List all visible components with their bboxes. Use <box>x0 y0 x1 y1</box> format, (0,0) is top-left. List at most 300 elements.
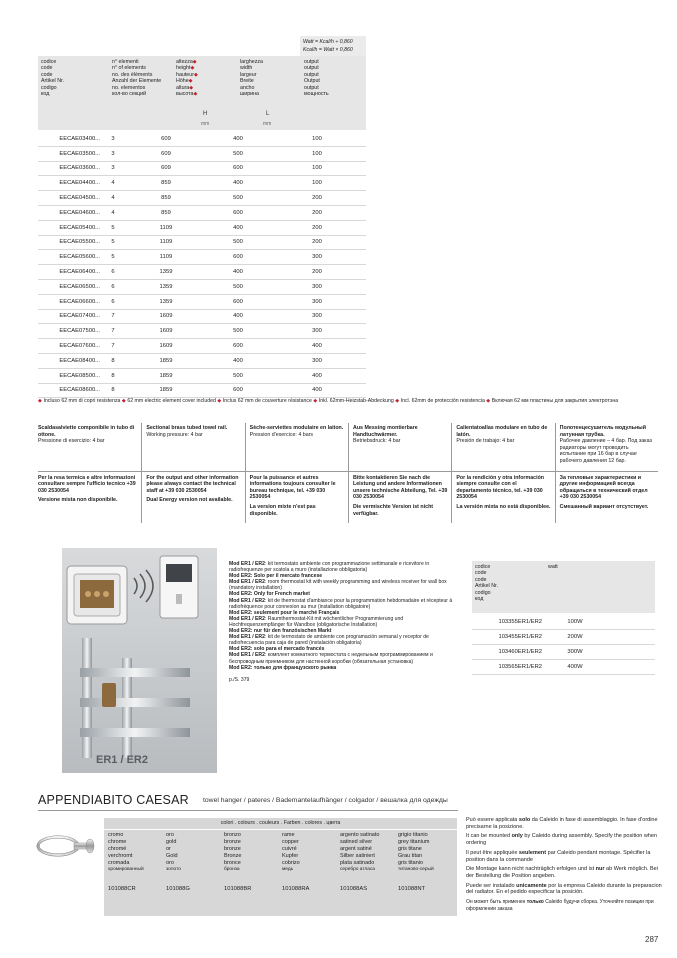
mod-label: Mod ER1 / ER2 <box>229 652 265 659</box>
diamond-icon: ◆ <box>486 398 491 404</box>
color-name: титаново-серый <box>398 866 434 872</box>
cell-h: 1609 <box>159 328 173 335</box>
formula-line-1: Watt = Kcal/h ÷ 0,860 <box>303 39 353 45</box>
language-cell-text: Рабочее давление – 4 бар. Под заказ радиаторы могут проводить испытание при 16 бар в случае рабочего давления 12 бар. <box>559 438 652 464</box>
er-header-code-it: codice <box>475 564 491 570</box>
cell-n: 6 <box>111 269 115 276</box>
color-name: grey titanium <box>398 838 430 845</box>
cell-l: 400 <box>233 135 243 142</box>
header-width-es: ancho <box>240 84 255 91</box>
note-emphasis: seulement <box>518 849 547 856</box>
language-cell-bold: Pour la puissance et autres informations toujours consulter le bureau technique, tel. +39 030 2530054 <box>249 474 336 501</box>
cell-w: 200 <box>312 239 322 246</box>
header-width-fr: largeur <box>240 71 257 78</box>
cell-l: 400 <box>233 313 243 320</box>
color-column <box>398 830 456 916</box>
cell-n: 4 <box>111 195 115 202</box>
cell-w: 300 <box>312 328 322 335</box>
thermostat-illustration <box>62 548 217 773</box>
language-cell-text: Working pressure: 4 bar <box>146 431 203 438</box>
cell-w: 100 <box>312 165 322 172</box>
er-header-code-de: Artikel Nr. <box>475 583 498 590</box>
cell-w: 300 <box>312 357 322 364</box>
color-name: бронза <box>224 866 240 872</box>
color-column <box>166 830 224 916</box>
cell-h: 1609 <box>159 313 173 320</box>
note-text: by Caleido during assembly. Specify the position when ordering <box>466 833 657 847</box>
language-cell <box>451 471 554 524</box>
cell-l: 500 <box>233 283 243 290</box>
width-symbol: L <box>266 111 270 117</box>
mod-market-note: Mod ER2: solo para el mercado francés <box>229 646 325 653</box>
cell-n: 5 <box>111 239 115 246</box>
language-cell-bold: Scaldasalviette componibile in tubo di ottone. <box>38 425 135 438</box>
table-row <box>38 354 366 369</box>
cell-l: 600 <box>233 298 243 305</box>
er-header-code-es: codigo <box>475 589 491 596</box>
color-name: Gold <box>166 852 178 859</box>
cell-code: EECAE04400... <box>59 180 100 187</box>
cell-l: 600 <box>233 165 243 172</box>
note-emphasis: nur <box>595 866 605 873</box>
language-cell <box>245 423 348 471</box>
cell-w: 300 <box>312 254 322 261</box>
diamond-icon: ◆ <box>38 398 42 404</box>
cell-w: 100 <box>312 135 322 142</box>
diamond-icon: ◆ <box>193 71 198 78</box>
er-cell-code: 103565ER1/ER2 <box>498 664 542 670</box>
header-code-en: code <box>41 65 53 72</box>
er-cell-code: 103455ER1/ER2 <box>498 634 542 640</box>
cell-l: 500 <box>233 328 243 335</box>
product-photo <box>62 548 217 773</box>
cell-h: 609 <box>161 135 171 142</box>
note-paragraph <box>466 833 666 846</box>
inclusion-en: 62 mm electric element cover included <box>127 398 216 404</box>
color-name: plata satinado <box>340 859 375 866</box>
note-text: da Caleido in fase di assemblaggio. In fase d'ordine precisarne la posizione. <box>466 817 658 830</box>
thermostat-description <box>229 561 459 683</box>
cell-h: 859 <box>161 180 171 187</box>
er-cell-watt: 100W <box>567 619 583 625</box>
header-height-it: altezza <box>176 59 193 65</box>
cell-h: 1109 <box>159 224 173 231</box>
cell-code: EECAE07600... <box>59 343 100 350</box>
color-column <box>108 830 166 916</box>
language-cell-text: Смешанный вариант отсутствует. <box>559 503 649 510</box>
cell-n: 5 <box>111 254 115 261</box>
note-text: por la empresa Caleido durante la preparacion del radiator. En el pedido especificar la posición. <box>466 882 662 896</box>
color-name: медь <box>282 866 294 872</box>
cell-code: EECAE06600... <box>59 298 100 305</box>
er-cell-watt: 200W <box>567 634 583 640</box>
note-paragraph <box>466 850 666 863</box>
cell-code: EECAE07500... <box>59 328 100 335</box>
color-name: bronze <box>224 845 241 852</box>
language-cell-bold: Aus Messing montierbare Handtuchwärmer. <box>353 425 418 438</box>
language-cell-text: La versión mixta no está disponiblee. <box>456 503 551 510</box>
header-elements-ru: кол-во секций <box>112 91 147 98</box>
mod-paragraph <box>229 634 459 652</box>
header-code-it: codice <box>41 59 57 65</box>
header-width-ru: ширина <box>240 91 259 98</box>
language-cell-text: La version mixte n'est pas disponible. <box>249 503 316 517</box>
section-subtitle: towel hanger / pateres / Bademantelaufhänger / colgador / вешалка для одежды <box>203 797 448 804</box>
cell-h: 1359 <box>159 269 173 276</box>
mod-label: Mod ER1 / ER2 <box>229 615 265 622</box>
color-code: 101088G <box>166 886 190 893</box>
cell-code: EECAE03500... <box>59 150 100 157</box>
mod-text: : kit de thermostat d'ambiance pour la programmation hebdomadaire et récepteur à radiofréquence pour connexion au mur (installation obligatoire) <box>229 597 453 610</box>
language-grid <box>38 423 658 523</box>
cell-l: 400 <box>233 224 243 231</box>
header-code-es: codigo <box>41 84 57 91</box>
cell-h: 859 <box>161 195 171 202</box>
cell-w: 400 <box>312 387 322 394</box>
note-text: Il peut être appliquée <box>466 849 519 856</box>
cell-code: EECAE08600... <box>59 387 100 394</box>
er-header-code-fr: code <box>475 576 487 583</box>
language-cell-bold: Sèche-serviettes modulaire en laiton. <box>249 425 344 431</box>
color-name: chrome <box>108 838 127 845</box>
cell-w: 400 <box>312 372 322 379</box>
mod-label: Mod ER1 / ER2 <box>229 597 265 604</box>
cell-l: 400 <box>233 357 243 364</box>
note-text: Caleido будучи сборка. Уточняйте позиции при оформлении заказа <box>466 899 654 912</box>
mod-text: : kit de termostato de ambiente con programación semanal y receptor de radiofrecuencia para caja de pared (instalación obligatoria) <box>229 634 429 647</box>
table-header <box>38 56 366 130</box>
mod-paragraph <box>229 652 459 670</box>
page-number: 287 <box>645 935 659 944</box>
inclusion-it: Incluso 62 mm di copri resistenza <box>43 398 121 404</box>
header-output-de: Output <box>304 78 320 85</box>
mod-label: Mod ER1 / ER2 <box>229 561 265 567</box>
mod-market-note: Mod ER2: nur für den französischen Markt <box>229 628 332 635</box>
diamond-icon: ◆ <box>190 65 195 72</box>
header-height-de: Höhe <box>176 78 189 85</box>
cell-w: 300 <box>312 283 322 290</box>
color-column <box>282 830 340 916</box>
color-code: 101088RA <box>282 886 310 893</box>
color-name: verchromt <box>108 852 133 859</box>
table-row <box>38 221 366 236</box>
cell-h: 609 <box>161 150 171 157</box>
table-row <box>38 339 366 354</box>
language-cell-bold: Полотенцесушитель модульный латунная трубка. <box>559 425 646 438</box>
colors-header: colori . colours . couleurs . Farben . colores . цвета <box>104 818 457 829</box>
language-cell <box>348 423 451 471</box>
color-name: bronzo <box>224 832 241 838</box>
header-height-en: height <box>176 65 191 72</box>
mod-text: : kit termostato ambiente con programmazione settimanale e ricevitore in radiofrequenze per scatola a muro (installazione obbligatoria) <box>229 561 430 574</box>
language-cell-text: Die vermischte Version ist nicht verfügbar. <box>353 503 434 517</box>
cell-n: 5 <box>111 224 115 231</box>
header-width <box>237 56 301 130</box>
language-cell-text: Betriebsdruck: 4 bar <box>353 438 401 445</box>
color-name: cobrizo <box>282 859 300 866</box>
inclusion-de: Inkl. 62mm-Heizstab-Abdeckung <box>318 398 394 404</box>
cell-n: 3 <box>111 165 115 172</box>
diamond-icon: ◆ <box>189 84 194 91</box>
color-name: rame <box>282 832 295 838</box>
cell-n: 7 <box>111 328 115 335</box>
language-cell <box>141 423 244 471</box>
width-unit: mm <box>263 121 272 127</box>
language-cell <box>555 471 658 524</box>
cell-h: 1859 <box>159 372 173 379</box>
cell-code: EECAE07400... <box>59 313 100 320</box>
cell-n: 8 <box>111 357 115 364</box>
inclusion-note <box>38 398 658 405</box>
diamond-icon: ◆ <box>188 78 193 85</box>
er-label: ER1 / ER2 <box>96 754 148 766</box>
header-elements-de: Anzahl der Elemente <box>112 78 162 85</box>
mod-paragraph <box>229 616 459 634</box>
cell-w: 200 <box>312 209 322 216</box>
language-cell <box>38 471 141 524</box>
language-cell-bold: За тепловые характеристики и другие информацией всегда обращаться в технический отдел +39 030 2530054 <box>559 474 648 501</box>
color-name: oro <box>166 859 174 866</box>
color-name: or <box>166 845 171 852</box>
header-elements-es: no. elementos <box>112 84 146 91</box>
cell-l: 500 <box>233 239 243 246</box>
color-name: хромированный <box>108 866 144 872</box>
cell-l: 600 <box>233 387 243 394</box>
cell-w: 300 <box>312 298 322 305</box>
color-name: argent satiné <box>340 845 372 852</box>
language-cell-bold: Por la rendición y otra información siempre consulte con el departamento técnico, tel. +39 030 2530054 <box>456 474 545 501</box>
color-name: argento satinato <box>340 832 380 838</box>
cell-l: 500 <box>233 372 243 379</box>
cell-l: 400 <box>233 269 243 276</box>
er-cell-code: 103355ER1/ER2 <box>498 619 542 625</box>
header-height-ru: высота <box>176 91 194 98</box>
header-code-fr: code <box>41 71 53 78</box>
table-row <box>38 147 366 162</box>
mounting-notes <box>466 817 666 915</box>
table-row <box>38 310 366 325</box>
mod-paragraph <box>229 561 459 579</box>
er-table-row <box>472 645 655 660</box>
diamond-icon: ◆ <box>193 91 198 98</box>
er-table-body <box>472 615 655 675</box>
cell-h: 1859 <box>159 387 173 394</box>
header-code-de: Artikel Nr. <box>41 78 64 85</box>
header-elements <box>109 56 173 130</box>
language-cell-bold: Per la resa termica e altre informazioni consultare sempre l'ufficio tecnico +39 030 2530054 <box>38 474 136 494</box>
cell-code: EECAE03600... <box>59 165 100 172</box>
cell-n: 6 <box>111 298 115 305</box>
cell-l: 600 <box>233 209 243 216</box>
color-name: gold <box>166 838 177 845</box>
language-cell-text: Versione mista non disponibile. <box>38 497 118 504</box>
table-body <box>38 132 366 398</box>
diamond-icon: ◆ <box>313 398 318 404</box>
cell-l: 500 <box>233 150 243 157</box>
color-code: 101088AS <box>340 886 368 893</box>
note-emphasis: unicamente <box>516 882 547 889</box>
cell-h: 1359 <box>159 298 173 305</box>
cell-l: 600 <box>233 343 243 350</box>
color-column <box>224 830 282 916</box>
color-name: grigio titanio <box>398 832 428 838</box>
color-name: oro <box>166 832 174 838</box>
er-table-row <box>472 630 655 645</box>
height-unit: mm <box>201 121 210 127</box>
note-text: Puede ser instalado <box>466 882 517 889</box>
cell-h: 1859 <box>159 357 173 364</box>
er-header-watt: watt <box>548 564 558 570</box>
er-table-row <box>472 660 655 675</box>
language-cell <box>141 471 244 524</box>
note-emphasis: only <box>511 833 523 840</box>
mod-text: : Raumthermostat-Kit mit wöchentlicher Programmierung und Hochfrequenzempfänger für Wandbox (obligatorische Installation) <box>229 615 404 628</box>
cell-h: 1359 <box>159 283 173 290</box>
table-row <box>38 384 366 399</box>
language-cell <box>348 471 451 524</box>
color-name: cromo <box>108 832 124 838</box>
diamond-icon: ◆ <box>121 398 126 404</box>
color-name: Kupfer <box>282 852 299 859</box>
language-cell-text: Presión de trabajo: 4 bar <box>456 438 515 445</box>
mod-paragraph <box>229 598 459 616</box>
color-name: Bronze <box>224 852 242 859</box>
inclusion-es: Incl. 62mm de protección resistencia <box>400 398 485 404</box>
color-column <box>340 830 398 916</box>
header-width-de: Breite <box>240 78 254 85</box>
color-name: satined silver <box>340 838 373 845</box>
color-name: cromada <box>108 859 130 866</box>
mod-text: : room thermostat kit with weekly programming and wireless receiver for wall box (mandatory installation) <box>229 579 447 592</box>
color-name: chromé <box>108 845 127 852</box>
diamond-icon: ◆ <box>395 398 400 404</box>
header-elements-it: n° elementi <box>112 59 139 65</box>
color-name: cuivré <box>282 845 297 852</box>
diamond-icon: ◆ <box>217 398 222 404</box>
cell-h: 859 <box>161 209 171 216</box>
inclusion-ru: Включая 62 мм пластины для закрытия электротэна <box>491 398 619 404</box>
height-symbol: H <box>203 111 208 117</box>
color-name: Silber satiniert <box>340 852 375 859</box>
table-row <box>38 162 366 177</box>
er-table-row <box>472 615 655 630</box>
header-output-en: output <box>304 65 319 72</box>
mod-market-note: Mod ER2: только для французского рынка <box>229 664 337 671</box>
language-cell-text: Dual Energy version not available. <box>146 497 233 504</box>
table-row <box>38 132 366 147</box>
formula-line-2: Kcal/h = Watt × 0,860 <box>303 47 353 53</box>
colors-table <box>104 830 457 916</box>
header-output-fr: output <box>304 71 319 78</box>
note-paragraph <box>466 899 666 912</box>
note-text: par Caleido pendant montage. Spécifier la position dans la commande <box>466 849 651 863</box>
cell-w: 400 <box>312 343 322 350</box>
note-emphasis: только <box>526 899 544 906</box>
cell-code: EECAE06500... <box>59 283 100 290</box>
table-row <box>38 176 366 191</box>
cell-h: 609 <box>161 165 171 172</box>
cell-w: 100 <box>312 180 322 187</box>
section-title: APPENDIABITO CAESAR <box>38 793 189 807</box>
header-width-en: width <box>240 65 253 72</box>
cell-n: 4 <box>111 209 115 216</box>
color-code: 101088CR <box>108 886 136 893</box>
conversion-formula <box>300 36 366 56</box>
color-code: 101088BR <box>224 886 252 893</box>
language-cell <box>245 471 348 524</box>
table-row <box>38 280 366 295</box>
cell-l: 600 <box>233 254 243 261</box>
table-row <box>38 191 366 206</box>
er-header-code-en: code <box>475 570 487 577</box>
cell-h: 1109 <box>159 239 173 246</box>
note-paragraph <box>466 817 666 830</box>
header-code-ru: код <box>41 91 50 98</box>
cell-code: EECAE04600... <box>59 209 100 216</box>
header-output-ru: мощность <box>304 91 329 98</box>
cell-code: EECAE03400... <box>59 135 100 142</box>
inclusion-fr: Inclus 62 mm de couverture résistance <box>222 398 312 404</box>
cell-code: EECAE05400... <box>59 224 100 231</box>
cell-n: 3 <box>111 150 115 157</box>
cell-h: 1609 <box>159 343 173 350</box>
note-text: It can be mounted <box>466 833 512 840</box>
header-height-fr: hauteur <box>176 71 194 78</box>
cell-code: EECAE05600... <box>59 254 100 261</box>
table-row <box>38 324 366 339</box>
note-paragraph <box>466 866 666 879</box>
cell-w: 200 <box>312 224 322 231</box>
towel-hanger-illustration <box>36 830 96 866</box>
mod-market-note: Mod ER2: Solo per il mercato francese <box>229 573 323 580</box>
er-cell-watt: 300W <box>567 649 583 655</box>
cell-n: 4 <box>111 180 115 187</box>
header-output-es: output <box>304 84 319 91</box>
mod-text: : комплект комнатного термостата с недельным программированием и беспроводным приемником для настенной коробки (обязательная установка) <box>229 652 433 665</box>
language-cell-bold: Sectional brass tubed towel rail. <box>146 425 228 431</box>
cell-n: 8 <box>111 372 115 379</box>
cell-n: 6 <box>111 283 115 290</box>
color-name: copper <box>282 838 299 845</box>
cell-n: 7 <box>111 313 115 320</box>
mod-market-note: Mod ER2: Only for French market <box>229 591 310 598</box>
cell-w: 200 <box>312 195 322 202</box>
color-name: серебро атласа <box>340 866 375 872</box>
cell-code: EECAE04500... <box>59 195 100 202</box>
color-name: Grau titan <box>398 852 423 859</box>
table-row <box>38 206 366 221</box>
language-cell <box>38 423 141 471</box>
color-name: золото <box>166 866 181 872</box>
note-emphasis: solo <box>518 817 531 823</box>
note-text: Он может быть применен <box>466 899 527 906</box>
diamond-icon: ◆ <box>192 59 197 65</box>
er-header-code-ru: код <box>475 596 484 603</box>
header-code <box>38 56 109 130</box>
cell-h: 1109 <box>159 254 173 261</box>
cell-n: 8 <box>111 387 115 394</box>
cell-code: EECAE05500... <box>59 239 100 246</box>
cell-n: 7 <box>111 343 115 350</box>
language-cell-bold: Bitte kontaktieren Sie nach die Leistung und andere Informationen unsere technische Abteilung, Tel. +39 030 2530054 <box>353 474 448 501</box>
note-text: Die Montage kann nicht nachträglich erfolgen und ist <box>466 866 596 873</box>
header-output-it: output <box>304 59 319 65</box>
language-cell <box>555 423 658 471</box>
color-name: bronze <box>224 838 241 845</box>
mod-label: Mod ER1 / ER2 <box>229 634 265 641</box>
table-row <box>38 236 366 251</box>
color-name: gris titane <box>398 845 422 852</box>
